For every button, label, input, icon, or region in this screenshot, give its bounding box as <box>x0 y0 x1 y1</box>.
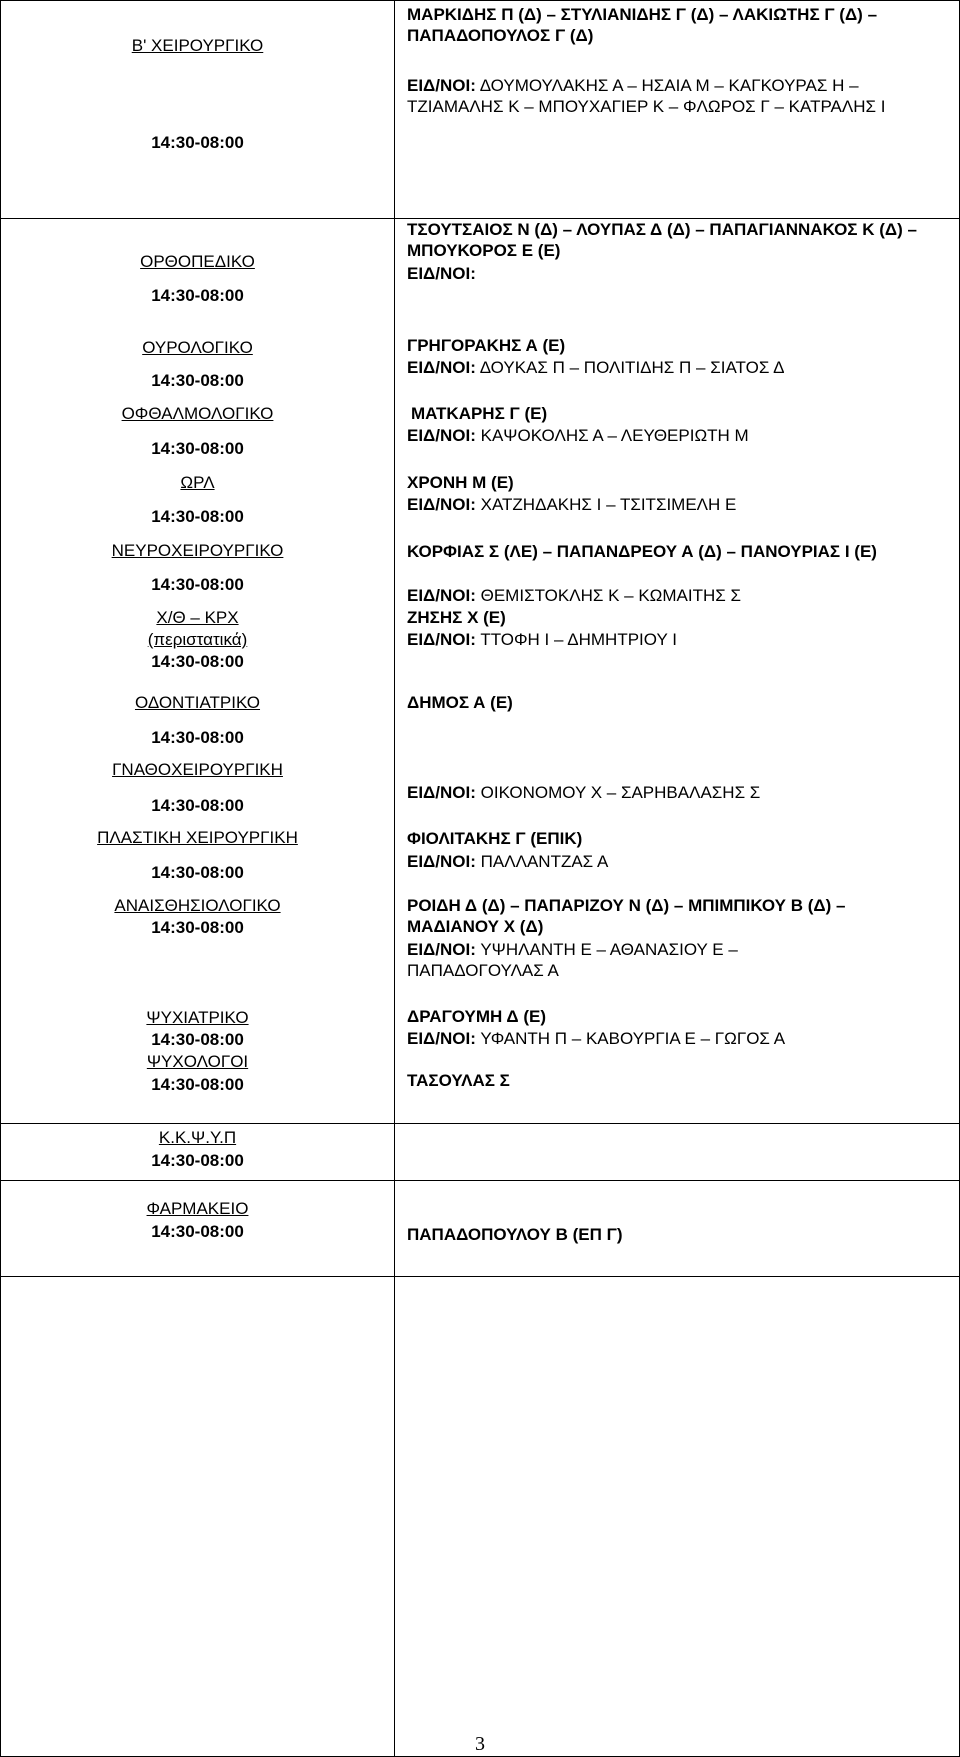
doctors-text: ΠΑΠΑΔΟΠΟΥΛΟΥ Β (ΕΠ Γ) <box>407 1225 623 1244</box>
residents-label: ΕΙΔ/ΝΟΙ: <box>407 852 476 871</box>
department-name: Χ/Θ – ΚΡΧ <box>156 608 239 627</box>
doctors-text: ΓΡΗΓΟΡΑΚΗΣ Α (Ε) <box>407 336 566 355</box>
shift-time: 14:30-08:00 <box>151 286 244 305</box>
page-number: 3 <box>475 1733 485 1755</box>
residents-label: ΕΙΔ/ΝΟΙ: <box>407 495 476 514</box>
department-name: ΨΥΧΙΑΤΡΙΚΟ <box>146 1008 249 1027</box>
residents-label: ΕΙΔ/ΝΟΙ: <box>407 358 476 377</box>
residents-line <box>407 75 907 117</box>
doctors-text: ΦΙΟΛΙΤΑΚΗΣ Γ (ΕΠΙΚ) <box>407 829 583 848</box>
department-cell <box>1 1181 395 1277</box>
residents-line <box>407 585 741 606</box>
residents-line <box>407 939 847 981</box>
table-row <box>1 1277 960 1757</box>
department-cell <box>1 1124 395 1181</box>
residents-label: ΕΙΔ/ΝΟΙ: <box>407 1029 476 1048</box>
department-name-note: (περιστατικά) <box>147 630 248 649</box>
shift-time: 14:30-08:00 <box>151 1222 244 1241</box>
doctors-text: ΖΗΣΗΣ Χ (Ε) <box>407 608 506 627</box>
residents-text: ΔΟΥΜΟΥΛΑΚΗΣ Α – ΗΣΑΙΑ Μ – ΚΑΓΚΟΥΡΑΣ Η – ΤΖΙΑΜΑΛΗΣ Κ – ΜΠΟΥΧΑΓΙΕΡ Κ – ΦΛΩΡΟΣ Γ – ΚΑΤΡΑΛΗΣ Ι <box>407 76 886 116</box>
shift-time: 14:30-08:00 <box>151 133 244 152</box>
empty-cell <box>1 1277 395 1757</box>
department-name: Κ.Κ.Ψ.Υ.Π <box>158 1128 237 1147</box>
staff-cell <box>395 1 960 219</box>
doctors-text: ΜΑΤΚΑΡΗΣ Γ (Ε) <box>411 404 548 423</box>
shift-time: 14:30-08:00 <box>151 652 244 671</box>
residents-text: ΥΨΗΛΑΝΤΗ Ε – ΑΘΑΝΑΣΙΟΥ Ε – ΠΑΠΑΔΟΓΟΥΛΑΣ Α <box>407 940 738 980</box>
shift-time: 14:30-08:00 <box>151 575 244 594</box>
department-name: Β' ΧΕΙΡΟΥΡΓΙΚΟ <box>131 36 264 55</box>
residents-line <box>407 494 736 515</box>
department-name: ΟΔΟΝΤΙΑΤΡΙΚΟ <box>134 693 261 712</box>
department-name: ΑΝΑΙΣΘΗΣΙΟΛΟΓΙΚΟ <box>114 896 281 915</box>
residents-line <box>407 851 608 872</box>
residents-label: ΕΙΔ/ΝΟΙ: <box>407 630 476 649</box>
staff-cell <box>395 219 960 1124</box>
department-cell <box>1 219 395 1124</box>
doctors-text: ΡΟΙΔΗ Δ (Δ) – ΠΑΠΑΡΙΖΟΥ Ν (Δ) – ΜΠΙΜΠΙΚΟΥ Β (Δ) – ΜΑΔΙΑΝΟΥ Χ (Δ) <box>407 896 846 936</box>
doctors-text: ΜΑΡΚΙΔΗΣ Π (Δ) – ΣΤΥΛΙΑΝΙΔΗΣ Γ (Δ) – ΛΑΚΙΩΤΗΣ Γ (Δ) – ΠΑΠΑΔΟΠΟΥΛΟΣ Γ (Δ) <box>407 5 878 45</box>
residents-label: ΕΙΔ/ΝΟΙ: <box>407 264 476 283</box>
residents-label: ΕΙΔ/ΝΟΙ: <box>407 940 476 959</box>
doctors-text: ΧΡΟΝΗ Μ (Ε) <box>407 473 514 492</box>
doctors-text: ΔΡΑΓΟΥΜΗ Δ (Ε) <box>407 1007 547 1026</box>
residents-text: ΠΑΛΛΑΝΤΖΑΣ Α <box>480 852 609 871</box>
table-row <box>1 1124 960 1181</box>
department-name: ΠΛΑΣΤΙΚΗ ΧΕΙΡΟΥΡΓΙΚΗ <box>97 828 298 847</box>
department-name: ΝΕΥΡΟΧΕΙΡΟΥΡΓΙΚΟ <box>111 541 284 560</box>
department-name: ΨΥΧΟΛΟΓΟΙ <box>146 1052 249 1071</box>
residents-line <box>407 1028 785 1049</box>
residents-text: ΥΦΑΝΤΗ Π – ΚΑΒΟΥΡΓΙΑ Ε – ΓΩΓΟΣ Α <box>480 1029 786 1048</box>
residents-text: ΔΟΥΚΑΣ Π – ΠΟΛΙΤΙΔΗΣ Π – ΣΙΑΤΟΣ Δ <box>479 358 785 377</box>
residents-label: ΕΙΔ/ΝΟΙ: <box>407 76 476 95</box>
shift-time: 14:30-08:00 <box>151 507 244 526</box>
shift-time: 14:30-08:00 <box>151 1151 244 1170</box>
residents-text: ΧΑΤΖΗΔΑΚΗΣ Ι – ΤΣΙΤΣΙΜΕΛΗ Ε <box>480 495 737 514</box>
table-row <box>1 219 960 1124</box>
residents-line <box>407 357 784 378</box>
shift-time: 14:30-08:00 <box>151 918 244 937</box>
residents-line <box>407 263 476 284</box>
department-name: ΟΦΘΑΛΜΟΛΟΓΙΚΟ <box>121 404 274 423</box>
table-row <box>1 1 960 219</box>
doctors-text: ΤΣΟΥΤΣΑΙΟΣ Ν (Δ) – ΛΟΥΠΑΣ Δ (Δ) – ΠΑΠΑΓΙΑΝΝΑΚΟΣ Κ (Δ) – ΜΠΟΥΚΟΡΟΣ Ε (Ε) <box>407 220 917 260</box>
residents-text: ΘΕΜΙΣΤΟΚΛΗΣ Κ – ΚΩΜΑΙΤΗΣ Σ <box>480 586 741 605</box>
department-cell <box>1 1 395 219</box>
department-name: ΟΥΡΟΛΟΓΙΚΟ <box>142 338 253 357</box>
shift-time: 14:30-08:00 <box>151 863 244 882</box>
residents-line <box>407 782 760 803</box>
empty-cell <box>395 1277 960 1757</box>
residents-line <box>407 629 677 650</box>
table-row <box>1 1181 960 1277</box>
shift-time: 14:30-08:00 <box>151 439 244 458</box>
residents-line <box>407 425 749 446</box>
department-name: ΦΑΡΜΑΚΕΙΟ <box>146 1199 249 1218</box>
department-name: ΩΡΛ <box>180 473 215 492</box>
shift-time: 14:30-08:00 <box>151 1030 244 1049</box>
shift-time: 14:30-08:00 <box>151 371 244 390</box>
residents-text: ΚΑΨΟΚΟΛΗΣ Α – ΛΕΥΘΕΡΙΩΤΗ Μ <box>480 426 749 445</box>
doctors-text: ΤΑΣΟΥΛΑΣ Σ <box>407 1071 510 1090</box>
shift-time: 14:30-08:00 <box>151 796 244 815</box>
residents-text: ΟΙΚΟΝΟΜΟΥ Χ – ΣΑΡΗΒΑΛΑΣΗΣ Σ <box>480 783 761 802</box>
residents-text: ΤΤΟΦΗ Ι – ΔΗΜΗΤΡΙΟΥ Ι <box>480 630 677 649</box>
doctors-text: ΔΗΜΟΣ Α (Ε) <box>407 693 513 712</box>
staff-cell <box>395 1181 960 1277</box>
doctors-text: ΚΟΡΦΙΑΣ Σ (ΛΕ) – ΠΑΠΑΝΔΡΕΟΥ Α (Δ) – ΠΑΝΟΥΡΙΑΣ Ι (Ε) <box>407 542 877 561</box>
shift-time: 14:30-08:00 <box>151 728 244 747</box>
residents-label: ΕΙΔ/ΝΟΙ: <box>407 783 476 802</box>
shift-time: 14:30-08:00 <box>151 1075 244 1094</box>
department-name: ΟΡΘΟΠΕΔΙΚΟ <box>140 252 255 271</box>
staff-cell <box>395 1124 960 1181</box>
residents-label: ΕΙΔ/ΝΟΙ: <box>407 586 476 605</box>
residents-label: ΕΙΔ/ΝΟΙ: <box>407 426 476 445</box>
department-name: ΓΝΑΘΟΧΕΙΡΟΥΡΓΙΚΗ <box>112 760 283 779</box>
